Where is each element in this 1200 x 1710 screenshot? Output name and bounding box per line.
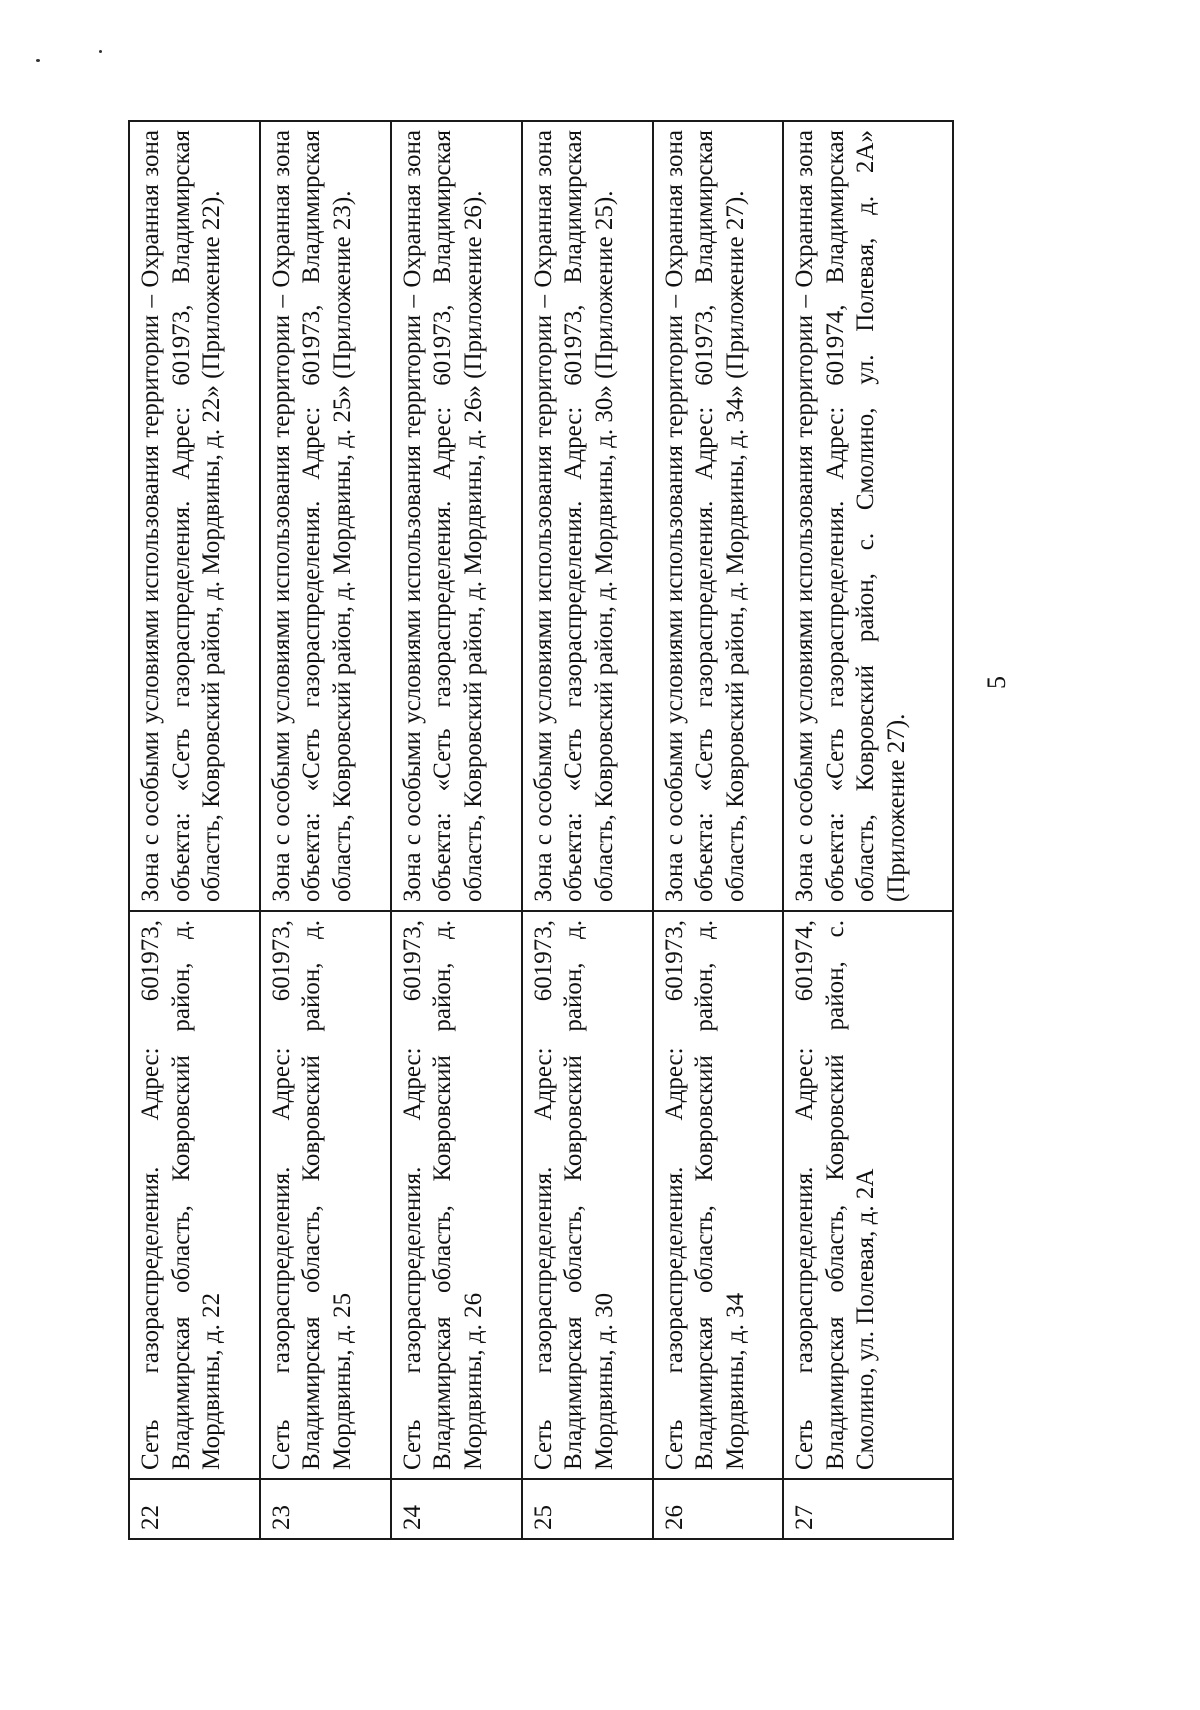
zone-cell: Зона с особыми условиями использования территории – Охранная зона объекта: «Сеть газораспределения. Адрес: 601973, Владимирская область, Ковровский район, д. Мордвины, д. 22» (Приложение 22). bbox=[129, 121, 260, 911]
scan-speck bbox=[99, 50, 102, 53]
table-row bbox=[391, 121, 522, 1539]
row-number: 22 bbox=[129, 1479, 260, 1539]
zone-table bbox=[128, 120, 954, 1540]
object-cell: Сеть газораспределения. Адрес: 601974, Владимирская область, Ковровский район, с. Смолино, ул. Полевая, д. 2А bbox=[783, 911, 953, 1479]
object-cell: Сеть газораспределения. Адрес: 601973, Владимирская область, Ковровский район, д. Мордвины, д. 30 bbox=[522, 911, 653, 1479]
table-row bbox=[653, 121, 784, 1539]
object-cell: Сеть газораспределения. Адрес: 601973, Владимирская область, Ковровский район, д. Мордвины, д. 22 bbox=[129, 911, 260, 1479]
row-number: 25 bbox=[522, 1479, 653, 1539]
zone-cell: Зона с особыми условиями использования территории – Охранная зона объекта: «Сеть газораспределения. Адрес: 601973, Владимирская область, Ковровский район, д. Мордвины, д. 30» (Приложение 25). bbox=[522, 121, 653, 911]
zone-cell: Зона с особыми условиями использования территории – Охранная зона объекта: «Сеть газораспределения. Адрес: 601973, Владимирская область, Ковровский район, д. Мордвины, д. 34» (Приложение 27). bbox=[653, 121, 784, 911]
table-row bbox=[129, 121, 260, 1539]
row-number: 26 bbox=[653, 1479, 784, 1539]
rotated-page bbox=[128, 120, 1058, 1540]
object-cell: Сеть газораспределения. Адрес: 601973, Владимирская область, Ковровский район, д. Мордвины, д. 26 bbox=[391, 911, 522, 1479]
object-cell: Сеть газораспределения. Адрес: 601973, Владимирская область, Ковровский район, д. Мордвины, д. 25 bbox=[260, 911, 391, 1479]
zone-cell: Зона с особыми условиями использования территории – Охранная зона объекта: «Сеть газораспределения. Адрес: 601973, Владимирская область, Ковровский район, д. Мордвины, д. 25» (Приложение 23). bbox=[260, 121, 391, 911]
row-number: 27 bbox=[783, 1479, 953, 1539]
table-row bbox=[522, 121, 653, 1539]
object-cell: Сеть газораспределения. Адрес: 601973, Владимирская область, Ковровский район, д. Мордвины, д. 34 bbox=[653, 911, 784, 1479]
row-number: 23 bbox=[260, 1479, 391, 1539]
zone-cell: Зона с особыми условиями использования территории – Охранная зона объекта: «Сеть газораспределения. Адрес: 601973, Владимирская область, Ковровский район, д. Мордвины, д. 26» (Приложение 26). bbox=[391, 121, 522, 911]
table-row bbox=[783, 121, 953, 1539]
scan-speck bbox=[36, 59, 40, 62]
row-number: 24 bbox=[391, 1479, 522, 1539]
page-number: 5 bbox=[982, 676, 1011, 689]
zone-cell: Зона с особыми условиями использования территории – Охранная зона объекта: «Сеть газораспределения. Адрес: 601974, Владимирская область, Ковровский район, с. Смолино, ул. Полевая, д. 2А» (Приложение 27). bbox=[783, 121, 953, 911]
table-row bbox=[260, 121, 391, 1539]
